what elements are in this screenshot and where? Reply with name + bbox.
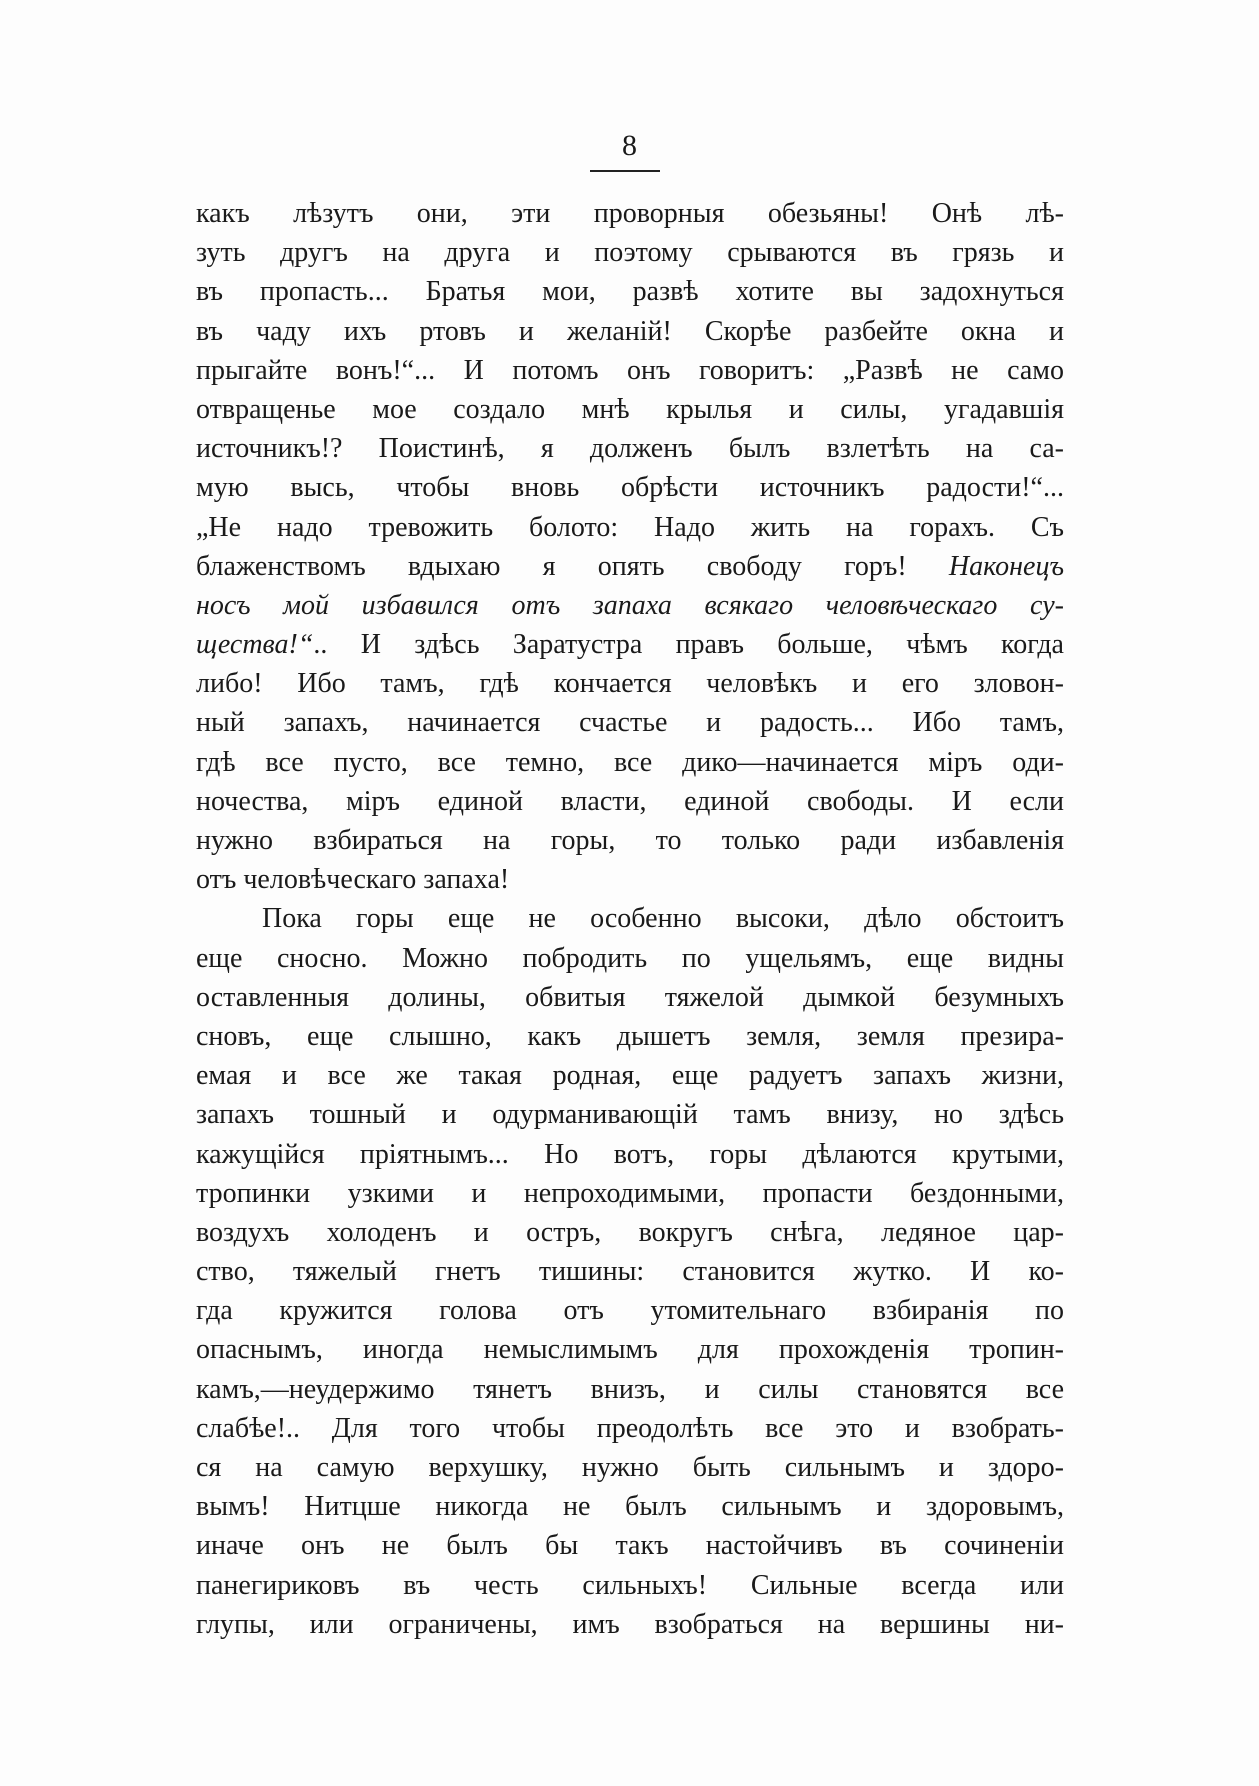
text-line: гдѣ все пусто, все темно, все дико—начинается міръ оди-: [196, 746, 1064, 778]
text-line: вымъ! Нитцше никогда не былъ сильнымъ и здоровымъ,: [196, 1491, 1064, 1523]
text-line: сновъ, еще слышно, какъ дышетъ земля, земля презира-: [196, 1020, 1064, 1052]
text-line: отвращенье мое создало мнѣ крылья и силы, угадавшія: [196, 393, 1064, 425]
body-text: [196, 194, 1064, 1644]
text-line: кажущійся пріятнымъ... Но вотъ, горы дѣлаются крутыми,: [196, 1138, 1064, 1170]
page-number: 8: [622, 129, 637, 162]
text-line: воздухъ холоденъ и остръ, вокругъ снѣга, ледяное цар-: [196, 1216, 1064, 1248]
text-line-italic: носъ мой избавился отъ запаха всякаго человѣческаго су-: [196, 589, 1064, 621]
text-line-mixed: блаженствомъ вдыхаю я опять свободу горъ! Наконецъ: [196, 550, 1064, 582]
text-line: въ пропасть... Братья мои, развѣ хотите вы задохнуться: [196, 276, 1064, 308]
text-line: оставленныя долины, обвитыя тяжелой дымкой безумныхъ: [196, 981, 1064, 1013]
text-line: отъ человѣческаго запаха!: [196, 864, 510, 896]
text-line: тропинки узкими и непроходимыми, пропасти бездонными,: [196, 1177, 1064, 1209]
italic-fragment: щества!“: [196, 629, 314, 661]
text-line: камъ,—неудержимо тянетъ внизъ, и силы становятся все: [196, 1373, 1064, 1405]
text-line: опаснымъ, иногда немыслимымъ для прохожденія тропин-: [196, 1334, 1064, 1366]
text-line: нужно взбираться на горы, то только ради избавленія: [196, 825, 1064, 856]
text-line: ный запахъ, начинается счастье и радость... Ибо тамъ,: [196, 707, 1064, 739]
text-line: слабѣе!.. Для того чтобы преодолѣть все это и взобрать-: [196, 1412, 1064, 1444]
italic-fragment: Наконецъ: [948, 550, 1064, 582]
text-line: еще сносно. Можно побродить по ущельямъ, еще видны: [196, 942, 1064, 974]
text-line: какъ лѣзутъ они, эти проворныя обезьяны! Онѣ лѣ-: [196, 198, 1064, 229]
text-line-mixed: щества!“.. И здѣсь Заратустра правъ больше, чѣмъ когда: [196, 629, 1064, 661]
text-line: въ чаду ихъ ртовъ и желаній! Скорѣе разбейте окна и: [196, 315, 1064, 347]
text-line: ся на самую верхушку, нужно быть сильнымъ и здоро-: [196, 1452, 1064, 1483]
text-line: мую высь, чтобы вновь обрѣсти источникъ радости!“...: [196, 472, 1064, 504]
text-line: запахъ тошный и одурманивающій тамъ внизу, но здѣсь: [196, 1099, 1064, 1131]
text-line: панегириковъ въ честь сильныхъ! Сильные всегда или: [196, 1569, 1064, 1601]
text-line: иначе онъ не былъ бы такъ настойчивъ въ сочиненіи: [196, 1530, 1064, 1562]
text-line: глупы, или ограничены, имъ взобраться на вершины ни-: [196, 1608, 1064, 1640]
page-number-rule: [590, 170, 660, 172]
text-line: ночества, міръ единой власти, единой свободы. И если: [196, 785, 1064, 817]
text-line: зуть другъ на друга и поэтому срываются въ грязь и: [196, 237, 1064, 269]
text-line: „Не надо тревожить болото: Надо жить на горахъ. Съ: [196, 511, 1064, 543]
text-line: либо! Ибо тамъ, гдѣ кончается человѣкъ и его зловон-: [196, 668, 1064, 700]
text-line: ство, тяжелый гнетъ тишины: становится жутко. И ко-: [196, 1256, 1064, 1288]
text-line: Пока горы еще не особенно высоки, дѣло обстоитъ: [262, 903, 1064, 935]
text-line: емая и все же такая родная, еще радуетъ запахъ жизни,: [196, 1060, 1064, 1092]
text-line: гда кружится голова отъ утомительнаго взбиранія по: [196, 1295, 1064, 1327]
text-line: прыгайте вонъ!“... И потомъ онъ говоритъ: „Развѣ не само: [196, 354, 1064, 386]
text-line: источникъ!? Поистинѣ, я долженъ былъ взлетѣть на са-: [196, 433, 1064, 465]
